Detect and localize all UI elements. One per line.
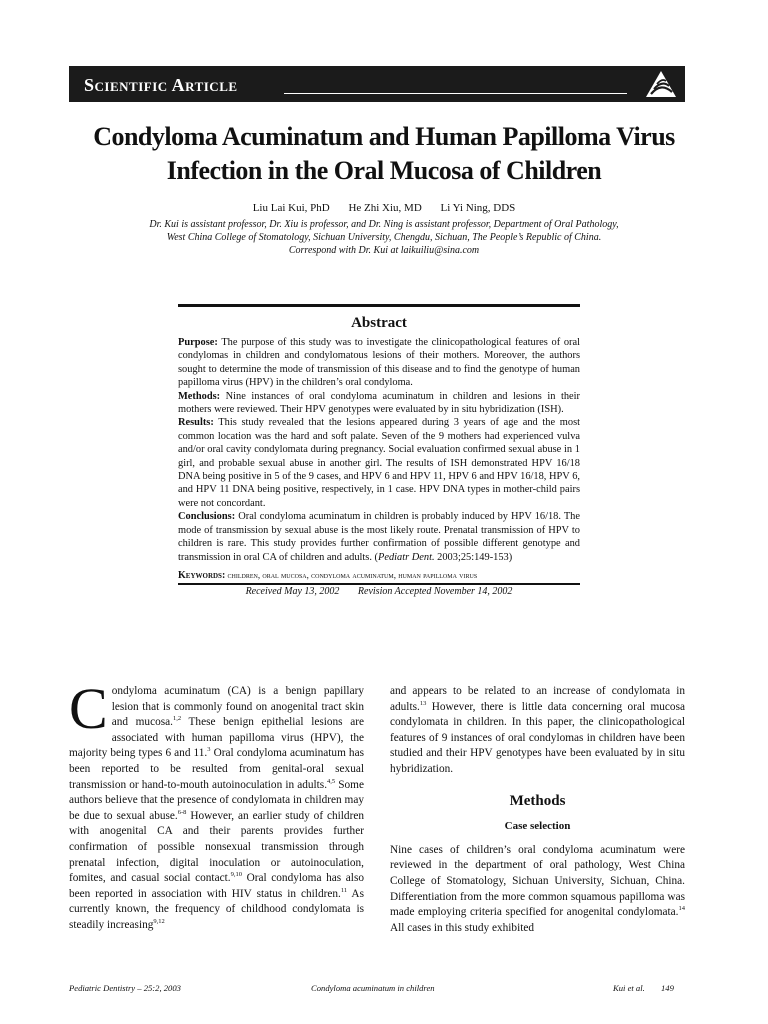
article-title: Condyloma Acuminatum and Human Papilloma Virus Infection in the Oral Mucosa of Children — [93, 122, 675, 185]
reference-marker[interactable]: 4,5 — [327, 777, 336, 785]
footer-author: Kui et al. — [613, 983, 645, 993]
journal-logo-icon — [645, 70, 677, 98]
reference-marker[interactable]: 9,10 — [230, 871, 242, 879]
keywords — [178, 570, 580, 581]
received-dates — [178, 583, 580, 597]
body-column-right — [390, 684, 685, 936]
page-number: 149 — [661, 983, 674, 993]
abstract-top-rule — [178, 304, 580, 307]
correspondence-line: Correspond with Dr. Kui at laikuiliu@sina.com — [288, 245, 480, 256]
body-text: All cases in this study exhibited — [390, 921, 535, 934]
author-list — [0, 202, 768, 214]
case-selection-paragraph — [390, 843, 685, 937]
author-name: He Zhi Xiu, MD — [348, 202, 422, 214]
body-text: and appears to be related to an increase of condylomata in adults. — [390, 685, 685, 713]
body-text: Oral condyloma acuminatum has been reported to be resulted from genital-oral sexual transmission or hand-to-mouth autoinoculation in adults. — [69, 747, 364, 791]
intro-continuation — [390, 684, 685, 778]
methods-heading: Methods — [509, 792, 566, 809]
citation-journal: Pediatr Dent. — [378, 551, 435, 563]
author-name: Li Yi Ning, DDS — [440, 202, 516, 214]
abstract-label: Purpose: — [178, 337, 218, 348]
reference-marker[interactable]: 11 — [340, 886, 348, 894]
body-column-left — [69, 676, 364, 934]
body-text: As currently known, the frequency of childhood condylomata is steadily increasing — [69, 887, 364, 931]
reference-marker[interactable]: 6-8 — [177, 808, 187, 816]
abstract-heading: Abstract — [351, 315, 407, 331]
reference-marker[interactable]: 3 — [207, 746, 211, 754]
abstract-text: The purpose of this study was to investigate the clinicopathological features of oral condylomas in children and condylomatous lesions of their mothers. Moreover, the authors sought to determine the mode of transmission of this disease and to find the genotype of human papilloma virus (HPV) in the children’s oral condyloma. — [178, 337, 580, 389]
reference-marker[interactable]: 14 — [678, 905, 685, 913]
case-selection-heading: Case selection — [504, 820, 571, 833]
affiliation — [80, 218, 688, 257]
author-name: Liu Lai Kui, PhD — [252, 202, 330, 214]
banner-rule — [284, 93, 627, 94]
abstract-purpose — [178, 336, 580, 390]
abstract-text: Oral condyloma acuminatum in children is probably induced by HPV 16/18. The mode of transmission by sexual abuse is the most likely route. Prenatal transmission of HPV to children is rare. This study provides further confirmation of possible different genotype and transmission in oral CA of children and adults. ( — [178, 511, 580, 563]
section-banner — [69, 66, 685, 102]
body-text: However, an earlier study of children with anogenital CA and their parents provides further confirmation of possible nonsexual transmission through prenatal infection, digital inoculation or autoinoculation, fomites, and casual social contact. — [69, 809, 364, 885]
footer-running-title: Condyloma acuminatum in children — [311, 983, 435, 993]
abstract-methods — [178, 390, 580, 417]
intro-paragraph — [69, 676, 364, 934]
reference-marker[interactable]: 9,12 — [153, 918, 165, 926]
body-text: Oral condyloma has also been reported in association with HIV status in children. — [69, 872, 364, 900]
accepted-date: Revision Accepted November 14, 2002 — [357, 585, 513, 597]
abstract-text: This study revealed that the lesions appeared during 3 years of age and the most common location was the hard and soft palate. Seven of the 9 mothers had experienced vulva and/or oral cavity condylomata during pregnancy. Social evaluation confirmed sexual abuse in 1 girl, and probable sexual abuse in another girl. The results of ISH demonstrated HPV 16/18 DNA being positive in 5 of the 9 cases, and HPV 6 and HPV 11, HPV 6 and HPV 16/18, HPV 6, and HPV 11 DNA being positive, respectively, in 1 case. HPV DNA types in mother-child pairs were not concordant. — [178, 417, 580, 509]
abstract-label: Methods: — [178, 390, 221, 402]
footer-journal: Pediatric Dentistry – 25:2, 2003 — [69, 983, 181, 993]
received-date: Received May 13, 2002 — [245, 585, 340, 597]
section-label: Scientific Article — [84, 75, 238, 95]
body-text: ondyloma acuminatum (CA) is a benign papillary lesion that is commonly found on anogenital tract skin and mucosa. — [111, 685, 364, 729]
body-text: These benign epithelial lesions are associated with human papilloma virus (HPV), the majority being types 6 and 11. — [69, 716, 364, 760]
affiliation-line: West China College of Stomatology, Sichuan University, Chengdu, Sichuan, The People’s Republic of China. — [166, 232, 602, 243]
drop-cap: C — [69, 676, 108, 741]
abstract-conclusions — [178, 510, 580, 564]
citation-details: 2003;25:149-153) — [434, 551, 513, 563]
abstract-results — [178, 416, 580, 510]
affiliation-line: Dr. Kui is assistant professor, Dr. Xiu is professor, and Dr. Ning is assistant professor, Department of Oral Pathology, — [149, 219, 619, 230]
reference-marker[interactable]: 13 — [419, 699, 427, 707]
abstract-label: Results: — [178, 417, 214, 429]
keywords-terms: children, oral mucosa, condyloma acuminatum, human papilloma virus — [225, 569, 478, 580]
abstract-text: Nine instances of oral condyloma acuminatum in children and lesions in their mothers were reviewed. Their HPV genotypes were evaluated by in situ hybridization (ISH). — [178, 390, 580, 416]
abstract-label: Conclusions: — [178, 511, 236, 523]
body-text: Nine cases of children’s oral condyloma acuminatum were reviewed in the department of oral pathology, West China College of Stomatology, Sichuan University, Sichuan, China. Differentiation from the more common squamous papilloma was made employing criteria specified for anogenital condylomata. — [390, 843, 685, 919]
reference-marker[interactable]: 1,2 — [172, 715, 182, 723]
body-text: However, there is little data concerning oral mucosa condylomata in children. In this paper, the clinicopathological features of 9 instances of oral condylomas in children have been studied and their HPV genotypes have been evaluated by in situ hybridization. — [390, 700, 685, 775]
keywords-label: Keywords: — [178, 569, 226, 581]
body-text: Some authors believe that the presence of condylomata in children may be due to sexual abuse. — [69, 778, 364, 822]
abstract-box — [178, 304, 580, 597]
